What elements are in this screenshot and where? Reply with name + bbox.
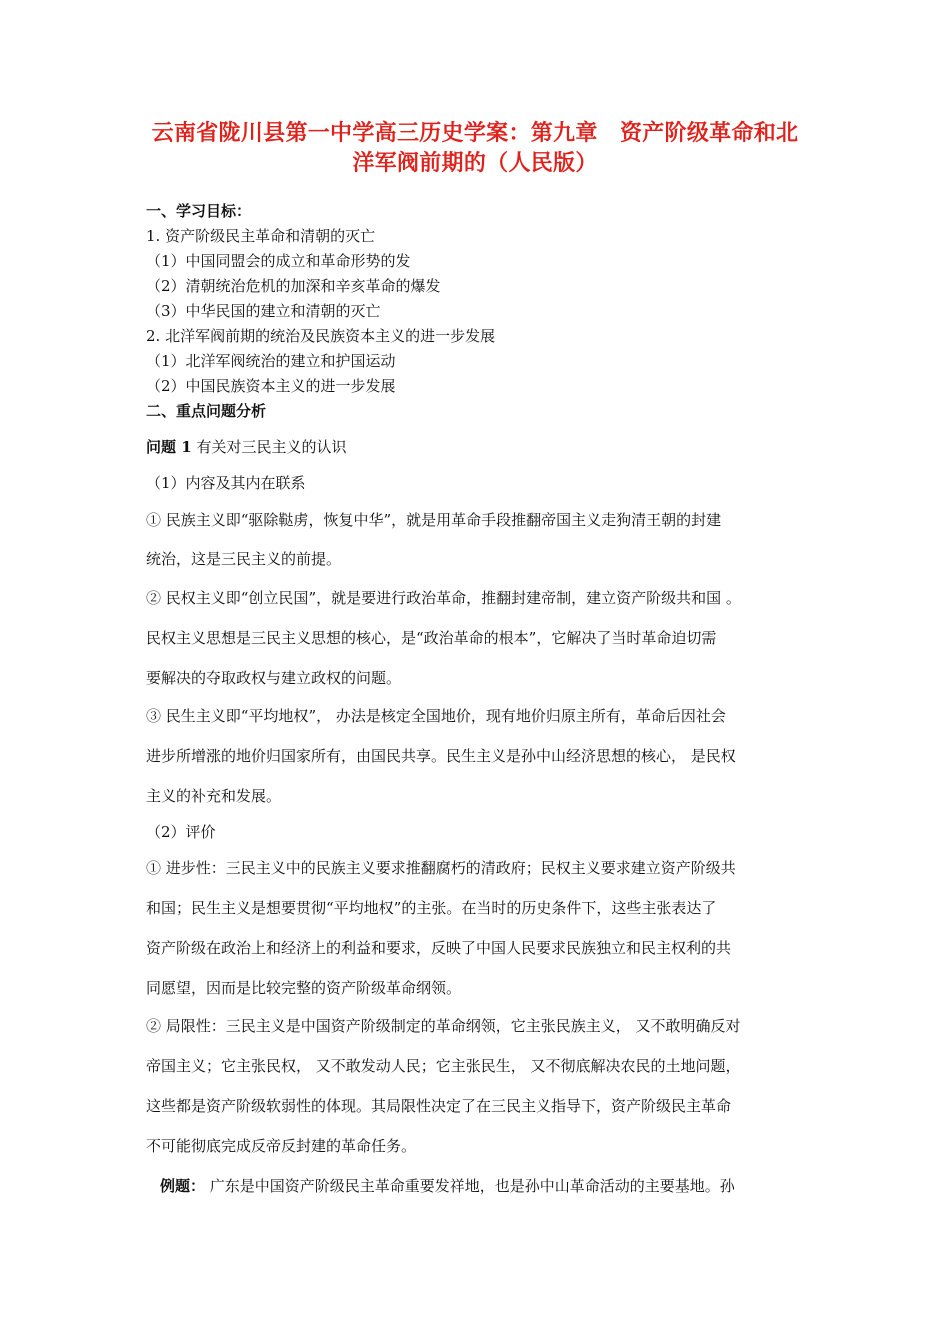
paragraph-line: 帝国主义；它主张民权， 又不敢发动人民；它主张民生， 又不彻底解决农民的土地问题， (146, 1057, 741, 1075)
objective-item: （1）北洋军阀统治的建立和护国运动 (146, 352, 396, 370)
question1-heading (146, 437, 346, 457)
paragraph-line: 资产阶级在政治上和经济上的利益和要求，反映了中国人民要求民族独立和民主权利的共 (146, 939, 732, 957)
paragraph-line: 主义的补充和发展。 (146, 787, 282, 805)
paragraph-line: ② 民权主义即“创立民国”，就是要进行政治革命，推翻封建帝制，建立资产阶级共和国 。 (146, 589, 741, 607)
paragraph-line: ② 局限性：三民主义是中国资产阶级制定的革命纲领，它主张民族主义， 又不敢明确反对 (146, 1017, 741, 1035)
objective-item: （2）中国民族资本主义的进一步发展 (146, 377, 396, 395)
paragraph-line: ③ 民生主义即“平均地权”， 办法是核定全国地价，现有地价归原主所有，革命后因社会 (146, 707, 726, 725)
title-line-2: 洋军阀前期的（人民版） (352, 150, 598, 176)
paragraph-line: 这些都是资产阶级软弱性的体现。其局限性决定了在三民主义指导下，资产阶级民主革命 (146, 1097, 732, 1115)
subheading-evaluation: （2）评价 (146, 823, 216, 841)
section1-heading: 一、学习目标： (146, 202, 252, 220)
paragraph-line: 同愿望，因而是比较完整的资产阶级革命纲领。 (146, 979, 462, 997)
objective-item: （2）清朝统治危机的加深和辛亥革命的爆发 (146, 277, 441, 295)
paragraph-line: 要解决的夺取政权与建立政权的问题。 (146, 669, 402, 687)
document-title (100, 118, 850, 178)
objective-item: 1. 资产阶级民主革命和清朝的灭亡 (146, 227, 376, 245)
paragraph-line: 和国；民生主义是想要贯彻“平均地权”的主张。在当时的历史条件下，这些主张表达了 (146, 899, 717, 917)
example-line (160, 1176, 735, 1196)
objective-item: （1）中国同盟会的成立和革命形势的发 (146, 252, 411, 270)
subheading-content: （1）内容及其内在联系 (146, 474, 306, 492)
question1-text: 有关对三民主义的认识 (191, 438, 347, 456)
title-line-1: 云南省陇川县第一中学高三历史学案：第九章 资产阶级革命和北 (151, 120, 799, 146)
paragraph-line: 统治，这是三民主义的前提。 (146, 550, 342, 568)
paragraph-line: 进步所增涨的地价归国家所有，由国民共享。民生主义是孙中山经济思想的核心， 是民权 (146, 747, 736, 765)
question1-label: 问题 1 (146, 438, 192, 456)
paragraph-line: ① 民族主义即“驱除鞑虏，恢复中华”，就是用革命手段推翻帝国主义走狗清王朝的封建 (146, 511, 722, 529)
section2-heading: 二、重点问题分析 (146, 402, 267, 420)
paragraph-line: 民权主义思想是三民主义思想的核心，是“政治革命的根本”，它解决了当时革命迫切需 (146, 629, 717, 647)
example-label: 例题： (160, 1177, 206, 1195)
example-text: 广东是中国资产阶级民主革命重要发祥地，也是孙中山革命活动的主要基地。孙 (205, 1177, 735, 1195)
paragraph-line: ① 进步性：三民主义中的民族主义要求推翻腐朽的清政府；民权主义要求建立资产阶级共 (146, 859, 736, 877)
objective-item: （3）中华民国的建立和清朝的灭亡 (146, 302, 381, 320)
objective-item: 2. 北洋军阀前期的统治及民族资本主义的进一步发展 (146, 327, 496, 345)
paragraph-line: 不可能彻底完成反帝反封建的革命任务。 (146, 1137, 417, 1155)
